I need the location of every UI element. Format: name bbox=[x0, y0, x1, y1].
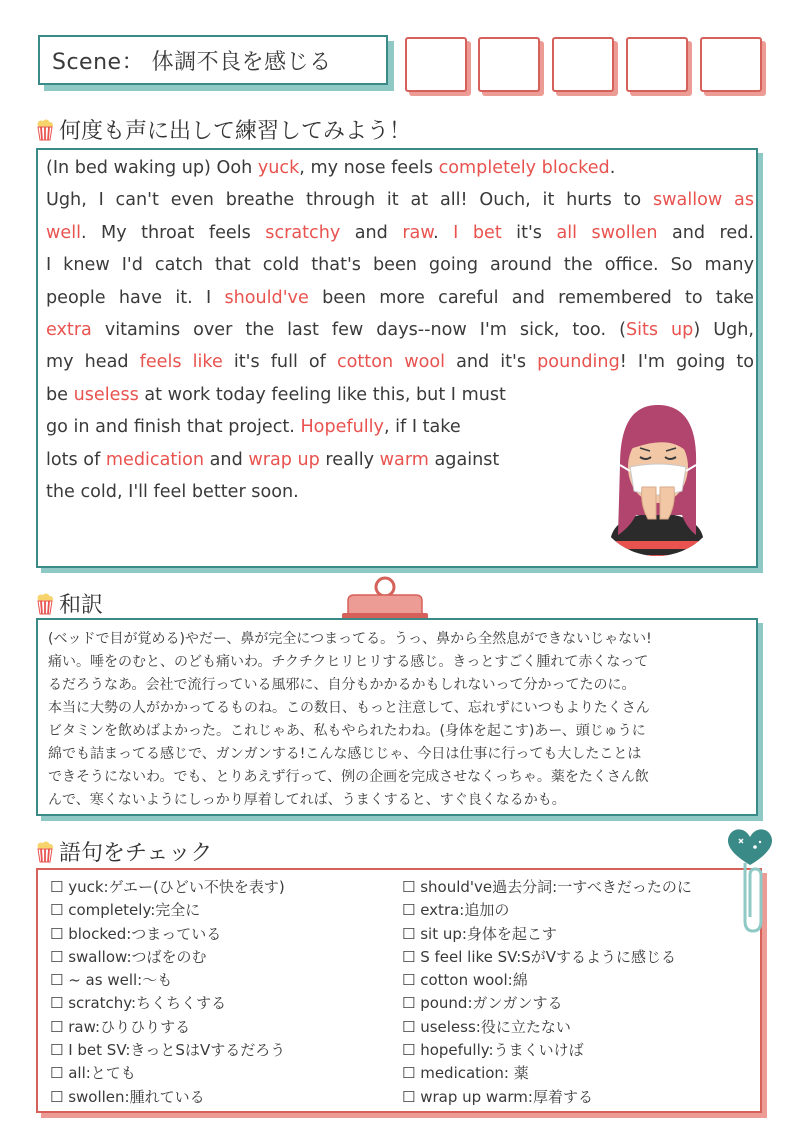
translation-line: (ベッドで目が覚める)やだー、鼻が完全につまってる。うっ、鼻から全然息ができないじゃない! bbox=[48, 631, 652, 647]
stamp-box-4 bbox=[626, 37, 688, 92]
highlighted-phrase: warm bbox=[379, 449, 429, 470]
passage-text: and bbox=[204, 449, 249, 470]
stamp-box-3 bbox=[552, 37, 614, 92]
passage-text: be bbox=[46, 384, 74, 405]
vocab-item[interactable]: ☐ scratchy:ちくちくする bbox=[50, 994, 227, 1013]
stamp-box-1 bbox=[405, 37, 467, 92]
passage-text: ! I'm going to bbox=[619, 352, 754, 373]
passage-text: , my nose feels bbox=[299, 158, 439, 178]
passage-text: it's bbox=[501, 222, 557, 243]
translation-line: 綿でも詰まってる感じで、ガンガンする!こんな感じじゃ、今日は仕事に行っても大したことは bbox=[48, 746, 642, 762]
passage-text: lots of bbox=[46, 449, 106, 470]
practice-heading bbox=[36, 114, 411, 145]
passage-text: really bbox=[319, 449, 380, 470]
vocab-item[interactable]: ☐ all:とても bbox=[50, 1064, 136, 1083]
binder-clip-icon bbox=[338, 575, 432, 623]
translation-heading bbox=[36, 588, 103, 619]
vocab-item[interactable]: ☐ I bet SV:きっとSはVするだろう bbox=[50, 1041, 286, 1060]
passage-text: ) Ugh, bbox=[693, 319, 754, 340]
sick-girl-illustration bbox=[590, 395, 725, 565]
passage-line bbox=[46, 346, 754, 378]
vocab-item[interactable]: ☐ blocked:つまっている bbox=[50, 924, 222, 943]
vocab-box bbox=[36, 868, 762, 1113]
highlighted-phrase: swallow as bbox=[652, 190, 754, 211]
translation-text bbox=[48, 628, 748, 812]
highlighted-phrase: medication bbox=[105, 449, 205, 470]
heart-paperclip-icon bbox=[723, 825, 778, 935]
translation-line: できそうにないわ。でも、とりあえず行って、例の企画を完成させなくっちゃ。薬をたくさん飲 bbox=[48, 769, 649, 785]
highlighted-phrase: well bbox=[46, 222, 81, 243]
highlighted-phrase: I bet bbox=[453, 222, 502, 243]
vocab-item[interactable]: ☐ should've過去分詞:一すべきだったのに bbox=[402, 878, 692, 896]
passage-text: , if I take bbox=[383, 417, 461, 438]
vocab-column-right bbox=[402, 876, 692, 1109]
highlighted-phrase: useless bbox=[73, 384, 139, 405]
passage-text: I knew I'd catch that cold that's been going around the office. So many bbox=[46, 255, 754, 276]
vocab-item[interactable]: ☐ yuck:ゲエー(ひどい不快を表す) bbox=[50, 878, 285, 896]
scene-title: Scene： 体調不良を感じる bbox=[52, 50, 332, 75]
vocab-item[interactable]: ☐ cotton wool:綿 bbox=[402, 971, 528, 990]
highlighted-phrase: all swollen bbox=[556, 222, 658, 243]
translation-line: ビタミンを飲めばよかった。これじゃあ、私もやられたわね。(身体を起こす)あー、頭じゅうに bbox=[48, 723, 646, 739]
highlighted-phrase: raw bbox=[402, 222, 434, 243]
highlighted-phrase: wrap up bbox=[248, 449, 320, 470]
passage-text: been more careful and remembered to take bbox=[308, 287, 754, 308]
translation-heading-text: 和訳 bbox=[59, 593, 104, 618]
scene-title-box bbox=[38, 35, 388, 85]
stamp-box-2 bbox=[478, 37, 540, 92]
passage-line bbox=[46, 249, 754, 281]
vocab-item[interactable]: ☐ ~ as well:〜も bbox=[50, 971, 173, 990]
passage-text: it's full of bbox=[222, 352, 337, 373]
vocab-item[interactable]: ☐ pound:ガンガンする bbox=[402, 994, 563, 1013]
passage-text: and bbox=[340, 222, 403, 243]
vocab-item[interactable]: ☐ wrap up warm:厚着する bbox=[402, 1087, 593, 1106]
passage-line bbox=[46, 282, 754, 314]
highlighted-phrase: should've bbox=[224, 287, 309, 308]
vocab-item[interactable]: ☐ swallow:つばをのむ bbox=[50, 947, 207, 966]
passage-text: people have it. I bbox=[46, 287, 225, 308]
highlighted-phrase: extra bbox=[46, 319, 92, 340]
popcorn-icon bbox=[36, 119, 54, 141]
passage-text: against bbox=[428, 449, 500, 470]
vocab-item[interactable]: ☐ extra:追加の bbox=[402, 901, 510, 920]
passage-line bbox=[46, 217, 754, 249]
vocab-item[interactable]: ☐ medication: 薬 bbox=[402, 1064, 529, 1083]
highlighted-phrase: scratchy bbox=[265, 222, 341, 243]
translation-line: 本当に大勢の人がかかってるものね。この数日、もっと注意して、忘れずにいつもよりたくさん bbox=[48, 700, 650, 716]
highlighted-phrase: cotton wool bbox=[336, 352, 446, 373]
passage-text: and red. bbox=[657, 222, 754, 243]
passage-line bbox=[46, 152, 754, 184]
translation-line: んで、寒くないようにしっかり厚着してれば、うまくすると、すぐ良くなるかも。 bbox=[48, 792, 566, 808]
highlighted-phrase: Sits up bbox=[625, 319, 694, 340]
highlighted-phrase: pounding bbox=[537, 352, 620, 373]
vocab-item[interactable]: ☐ completely:完全に bbox=[50, 901, 201, 920]
passage-line bbox=[46, 314, 754, 346]
popcorn-icon bbox=[36, 593, 54, 615]
passage-text: go in and finish that project. bbox=[46, 417, 301, 438]
passage-text: . My throat feels bbox=[81, 222, 266, 243]
passage-text: the cold, I'll feel better soon. bbox=[46, 481, 299, 502]
vocab-item[interactable]: ☐ S feel like SV:SがVするように感じる bbox=[402, 947, 677, 966]
passage-line bbox=[46, 184, 754, 216]
vocab-item[interactable]: ☐ useless:役に立たない bbox=[402, 1017, 571, 1036]
translation-line: るだろうなあ。会社で流行っている風邪に、自分もかかるかもしれないって分かってたのに。 bbox=[48, 677, 636, 693]
passage-text: at work today feeling like this, but I must bbox=[138, 384, 506, 405]
vocab-heading bbox=[36, 836, 212, 867]
vocab-item[interactable]: ☐ hopefully:うまくいけば bbox=[402, 1041, 584, 1060]
highlighted-phrase: feels like bbox=[139, 352, 223, 373]
highlighted-phrase: completely blocked bbox=[438, 158, 610, 178]
passage-text: . bbox=[609, 158, 616, 178]
translation-box bbox=[36, 618, 758, 816]
vocab-item[interactable]: ☐ raw:ひりひりする bbox=[50, 1017, 191, 1036]
passage-text: . bbox=[433, 222, 454, 243]
passage-text: (In bed waking up) Ooh bbox=[46, 158, 258, 178]
vocab-item[interactable]: ☐ swollen:腫れている bbox=[50, 1087, 205, 1106]
passage-text: and it's bbox=[445, 352, 538, 373]
passage-text: vitamins over the last few days--now I'm sick, too. ( bbox=[91, 319, 626, 340]
practice-heading-text: 何度も声に出して練習してみよう！ bbox=[59, 119, 412, 144]
highlighted-phrase: yuck bbox=[257, 158, 300, 178]
stamp-box-5 bbox=[700, 37, 762, 92]
translation-line: 痛い。唾をのむと、のども痛いわ。チクチクヒリヒリする感じ。きっとすごく腫れて赤くなって bbox=[48, 654, 649, 670]
vocab-column-left bbox=[50, 876, 285, 1109]
vocab-heading-text: 語句をチェック bbox=[59, 841, 213, 866]
highlighted-phrase: Hopefully bbox=[300, 417, 384, 438]
passage-text: Ugh, I can't even breathe through it at all! Ouch, it hurts to bbox=[46, 190, 653, 211]
vocab-item[interactable]: ☐ sit up:身体を起こす bbox=[402, 924, 557, 943]
passage-text: my head bbox=[46, 352, 140, 373]
popcorn-icon bbox=[36, 841, 54, 863]
